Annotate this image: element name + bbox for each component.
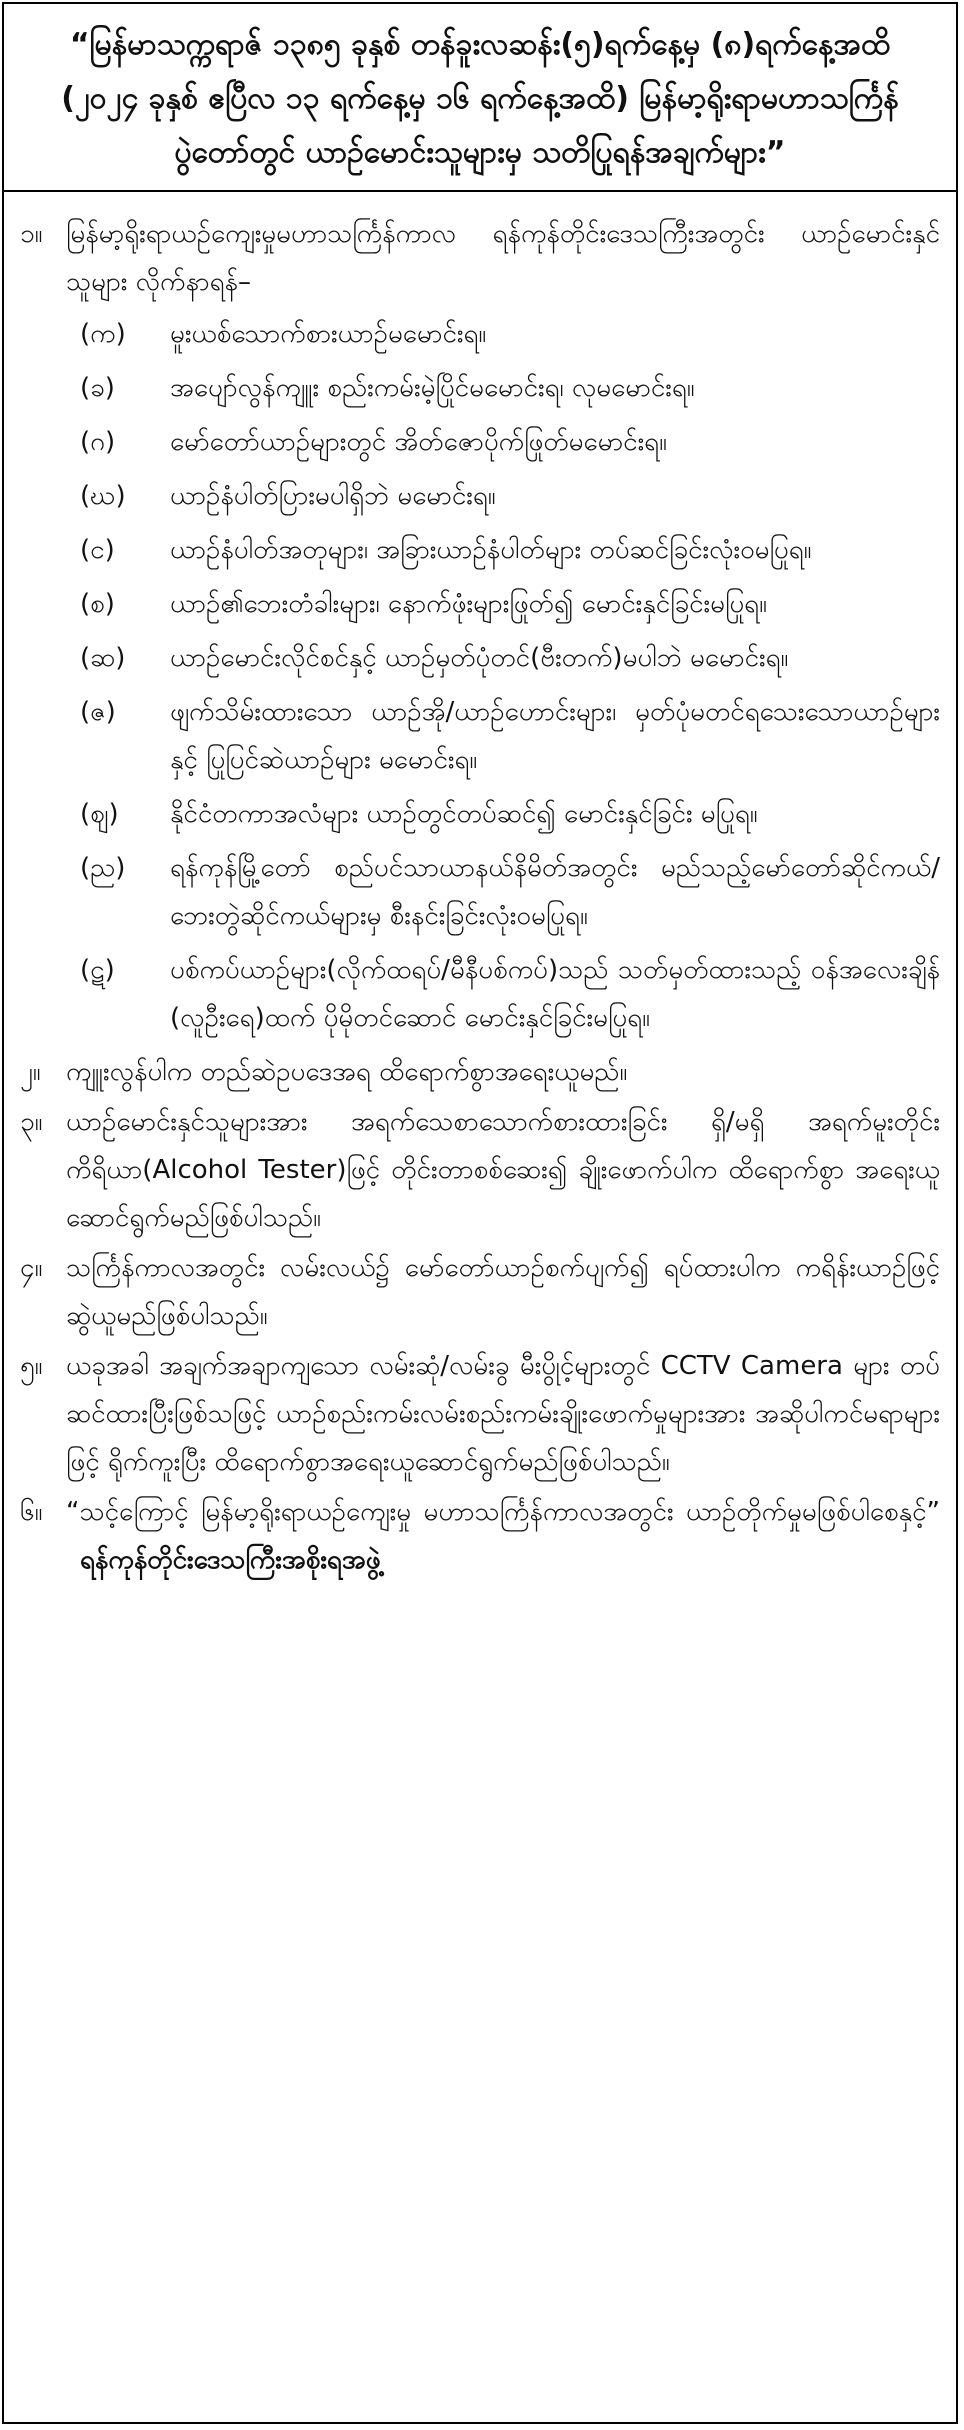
rule-item (80, 364, 940, 412)
rule-item (80, 688, 940, 784)
issuer-signature: ရန်ကုန်တိုင်းဒေသကြီးအစိုးရအဖွဲ့ (80, 1545, 381, 1575)
section-2-number: ၂။ (20, 1057, 41, 1087)
rule-item (80, 946, 940, 1042)
section-5-number: ၅။ (20, 1351, 43, 1381)
section-1-intro: မြန်မာ့ရိုးရာယဉ်ကျေးမှုမဟာသင်္ကြန်ကာလ ရန်ကုန်တိုင်းဒေသကြီးအတွင်း ယာဉ်မောင်းနှင်သူများ လိုက်နာရန်– (66, 219, 940, 297)
section-3 (20, 1098, 940, 1242)
rule-item-text: ဖျက်သိမ်းထားသော ယာဉ်အို/ယာဉ်ဟောင်းများ၊ မှတ်ပုံမတင်ရသေးသောယာဉ်များနှင့် ပြုပြင်ဆဲယာဉ်များ မမောင်းရ။ (170, 697, 940, 775)
rule-item-letter: (ခ) (80, 373, 115, 403)
section-3-text: ယာဉ်မောင်းနှင်သူများအား အရက်သေစာသောက်စားထားခြင်း ရှိ/မရှိ အရက်မူးတိုင်းကိရိယာ(Alcohol Tester)ဖြင့် တိုင်းတာစစ်ဆေး၍ ချိုးဖောက်ပါက ထိရောက်စွာ အရေးယူဆောင်ရွက်မည်ဖြစ်ပါသည်။ (66, 1107, 940, 1233)
section-6-text: “သင့်ကြောင့် မြန်မာ့ရိုးရာယဉ်ကျေးမှု မဟာသင်္ကြန်ကာလအတွင်း ယာဉ်တိုက်မှုမဖြစ်ပါစေနှင့်” (66, 1497, 940, 1527)
section-6 (20, 1488, 940, 1584)
section-2 (20, 1048, 940, 1096)
rule-item-letter: (က) (80, 319, 126, 349)
notice-title: “မြန်မာသက္ကရာဇ် ၁၃၈၅ ခုနှစ် တန်ခူးလဆန်း(၅)ရက်နေ့မှ (၈)ရက်နေ့အထိ (၂၀၂၄ ခုနှစ် ဧပြီလ ၁၃ ရက်နေ့မှ ၁၆ ရက်နေ့အထိ) မြန်မာ့ရိုးရာမဟာသင်္ကြန်ပွဲတော်တွင် ယာဉ်မောင်းသူများမှ သတိပြုရန်အချက်များ” (61, 27, 899, 170)
rule-item-letter: (စ) (80, 589, 115, 619)
section-3-number: ၃။ (20, 1107, 43, 1137)
section-1-number: ၁။ (20, 219, 43, 249)
section-5 (20, 1342, 940, 1486)
section-1 (20, 210, 940, 306)
rule-item (80, 526, 940, 574)
rule-item-text: ယာဉ်၏ဘေးတံခါးများ၊ နောက်ဖုံးများဖြုတ်၍ မောင်းနှင်ခြင်းမပြုရ။ (170, 589, 767, 619)
rule-item-text: ပစ်ကပ်ယာဉ်များ(လိုက်ထရပ်/မီနီပစ်ကပ်)သည် သတ်မှတ်ထားသည့် ဝန်အလေးချိန် (လူဦးရေ)ထက် ပိုမိုတင်ဆောင် မောင်းနှင်ခြင်းမပြုရ။ (170, 955, 940, 1033)
rule-item-text: ယာဉ်နံပါတ်ပြားမပါရှိဘဲ မမောင်းရ။ (170, 481, 496, 511)
title-divider (4, 190, 956, 192)
rule-item (80, 580, 940, 628)
rule-item-text: အပျော်လွန်ကျူး စည်းကမ်းမဲ့ပြိုင်မမောင်းရ၊ လုမမောင်းရ။ (170, 373, 695, 403)
section-5-text: ယခုအခါ အချက်အချာကျသော လမ်းဆုံ/လမ်းခွ မီးပွိုင့်များတွင် CCTV Camera များ တပ်ဆင်ထားပြီးဖြစ်သဖြင့် ယာဉ်စည်းကမ်းလမ်းစည်းကမ်းချိုးဖောက်မှုများအား အဆိုပါကင်မရာများဖြင့် ရိုက်ကူးပြီး ထိရောက်စွာအရေးယူဆောင်ရွက်မည်ဖြစ်ပါသည်။ (66, 1351, 940, 1477)
section-4-number: ၄။ (20, 1253, 43, 1283)
notice-frame (2, 2, 958, 2424)
rule-item (80, 418, 940, 466)
rule-item-letter: (ဂ) (80, 427, 116, 457)
section-6-content (66, 1488, 940, 1584)
rule-item-letter: (ဆ) (80, 643, 126, 673)
rule-item-letter: (ဃ) (80, 481, 126, 511)
rule-item-letter: (ဇ) (80, 697, 116, 727)
rule-item-letter: (ဈ) (80, 799, 119, 829)
section-4-text: သင်္ကြန်ကာလအတွင်း လမ်းလယ်၌ မော်တော်ယာဉ်စက်ပျက်၍ ရပ်ထားပါက ကရိန်းယာဉ်ဖြင့် ဆွဲယူမည်ဖြစ်ပါသည်။ (66, 1253, 940, 1331)
section-6-number: ၆။ (20, 1497, 43, 1527)
rule-item-letter: (င) (80, 535, 115, 565)
rule-item (80, 472, 940, 520)
rule-item-text: ယာဉ်နံပါတ်အတုများ၊ အခြားယာဉ်နံပါတ်များ တပ်ဆင်ခြင်းလုံးဝမပြုရ။ (170, 535, 812, 565)
rule-item-text: ရန်ကုန်မြို့တော် စည်ပင်သာယာနယ်နိမိတ်အတွင်း မည်သည့်မော်တော်ဆိုင်ကယ်/ ဘေးတွဲဆိုင်ကယ်များမှ စီးနင်းခြင်းလုံးဝမပြုရ။ (170, 853, 940, 931)
section-4 (20, 1244, 940, 1340)
rule-item-letter: (ဋ) (80, 955, 115, 985)
rule-item (80, 634, 940, 682)
section-2-text: ကျူးလွန်ပါက တည်ဆဲဥပဒေအရ ထိရောက်စွာအရေးယူမည်။ (66, 1057, 628, 1087)
rule-list (20, 310, 940, 1042)
rule-item-text: ယာဉ်မောင်းလိုင်စင်နှင့် ယာဉ်မှတ်ပုံတင်(ဗီးတက်)မပါဘဲ မမောင်းရ။ (170, 643, 789, 673)
rule-item (80, 310, 940, 358)
rule-item (80, 844, 940, 940)
notice-body (20, 210, 940, 1584)
rule-item-text: နိုင်ငံတကာအလံများ ယာဉ်တွင်တပ်ဆင်၍ မောင်းနှင်ခြင်း မပြုရ။ (170, 799, 758, 829)
rule-item (80, 790, 940, 838)
rule-item-text: မော်တော်ယာဉ်များတွင် အိတ်ဇောပိုက်ဖြုတ်မမောင်းရ။ (170, 427, 667, 457)
rule-item-text: မူးယစ်သောက်စားယာဉ်မမောင်းရ။ (170, 319, 487, 349)
rule-item-letter: (ည) (80, 853, 126, 883)
